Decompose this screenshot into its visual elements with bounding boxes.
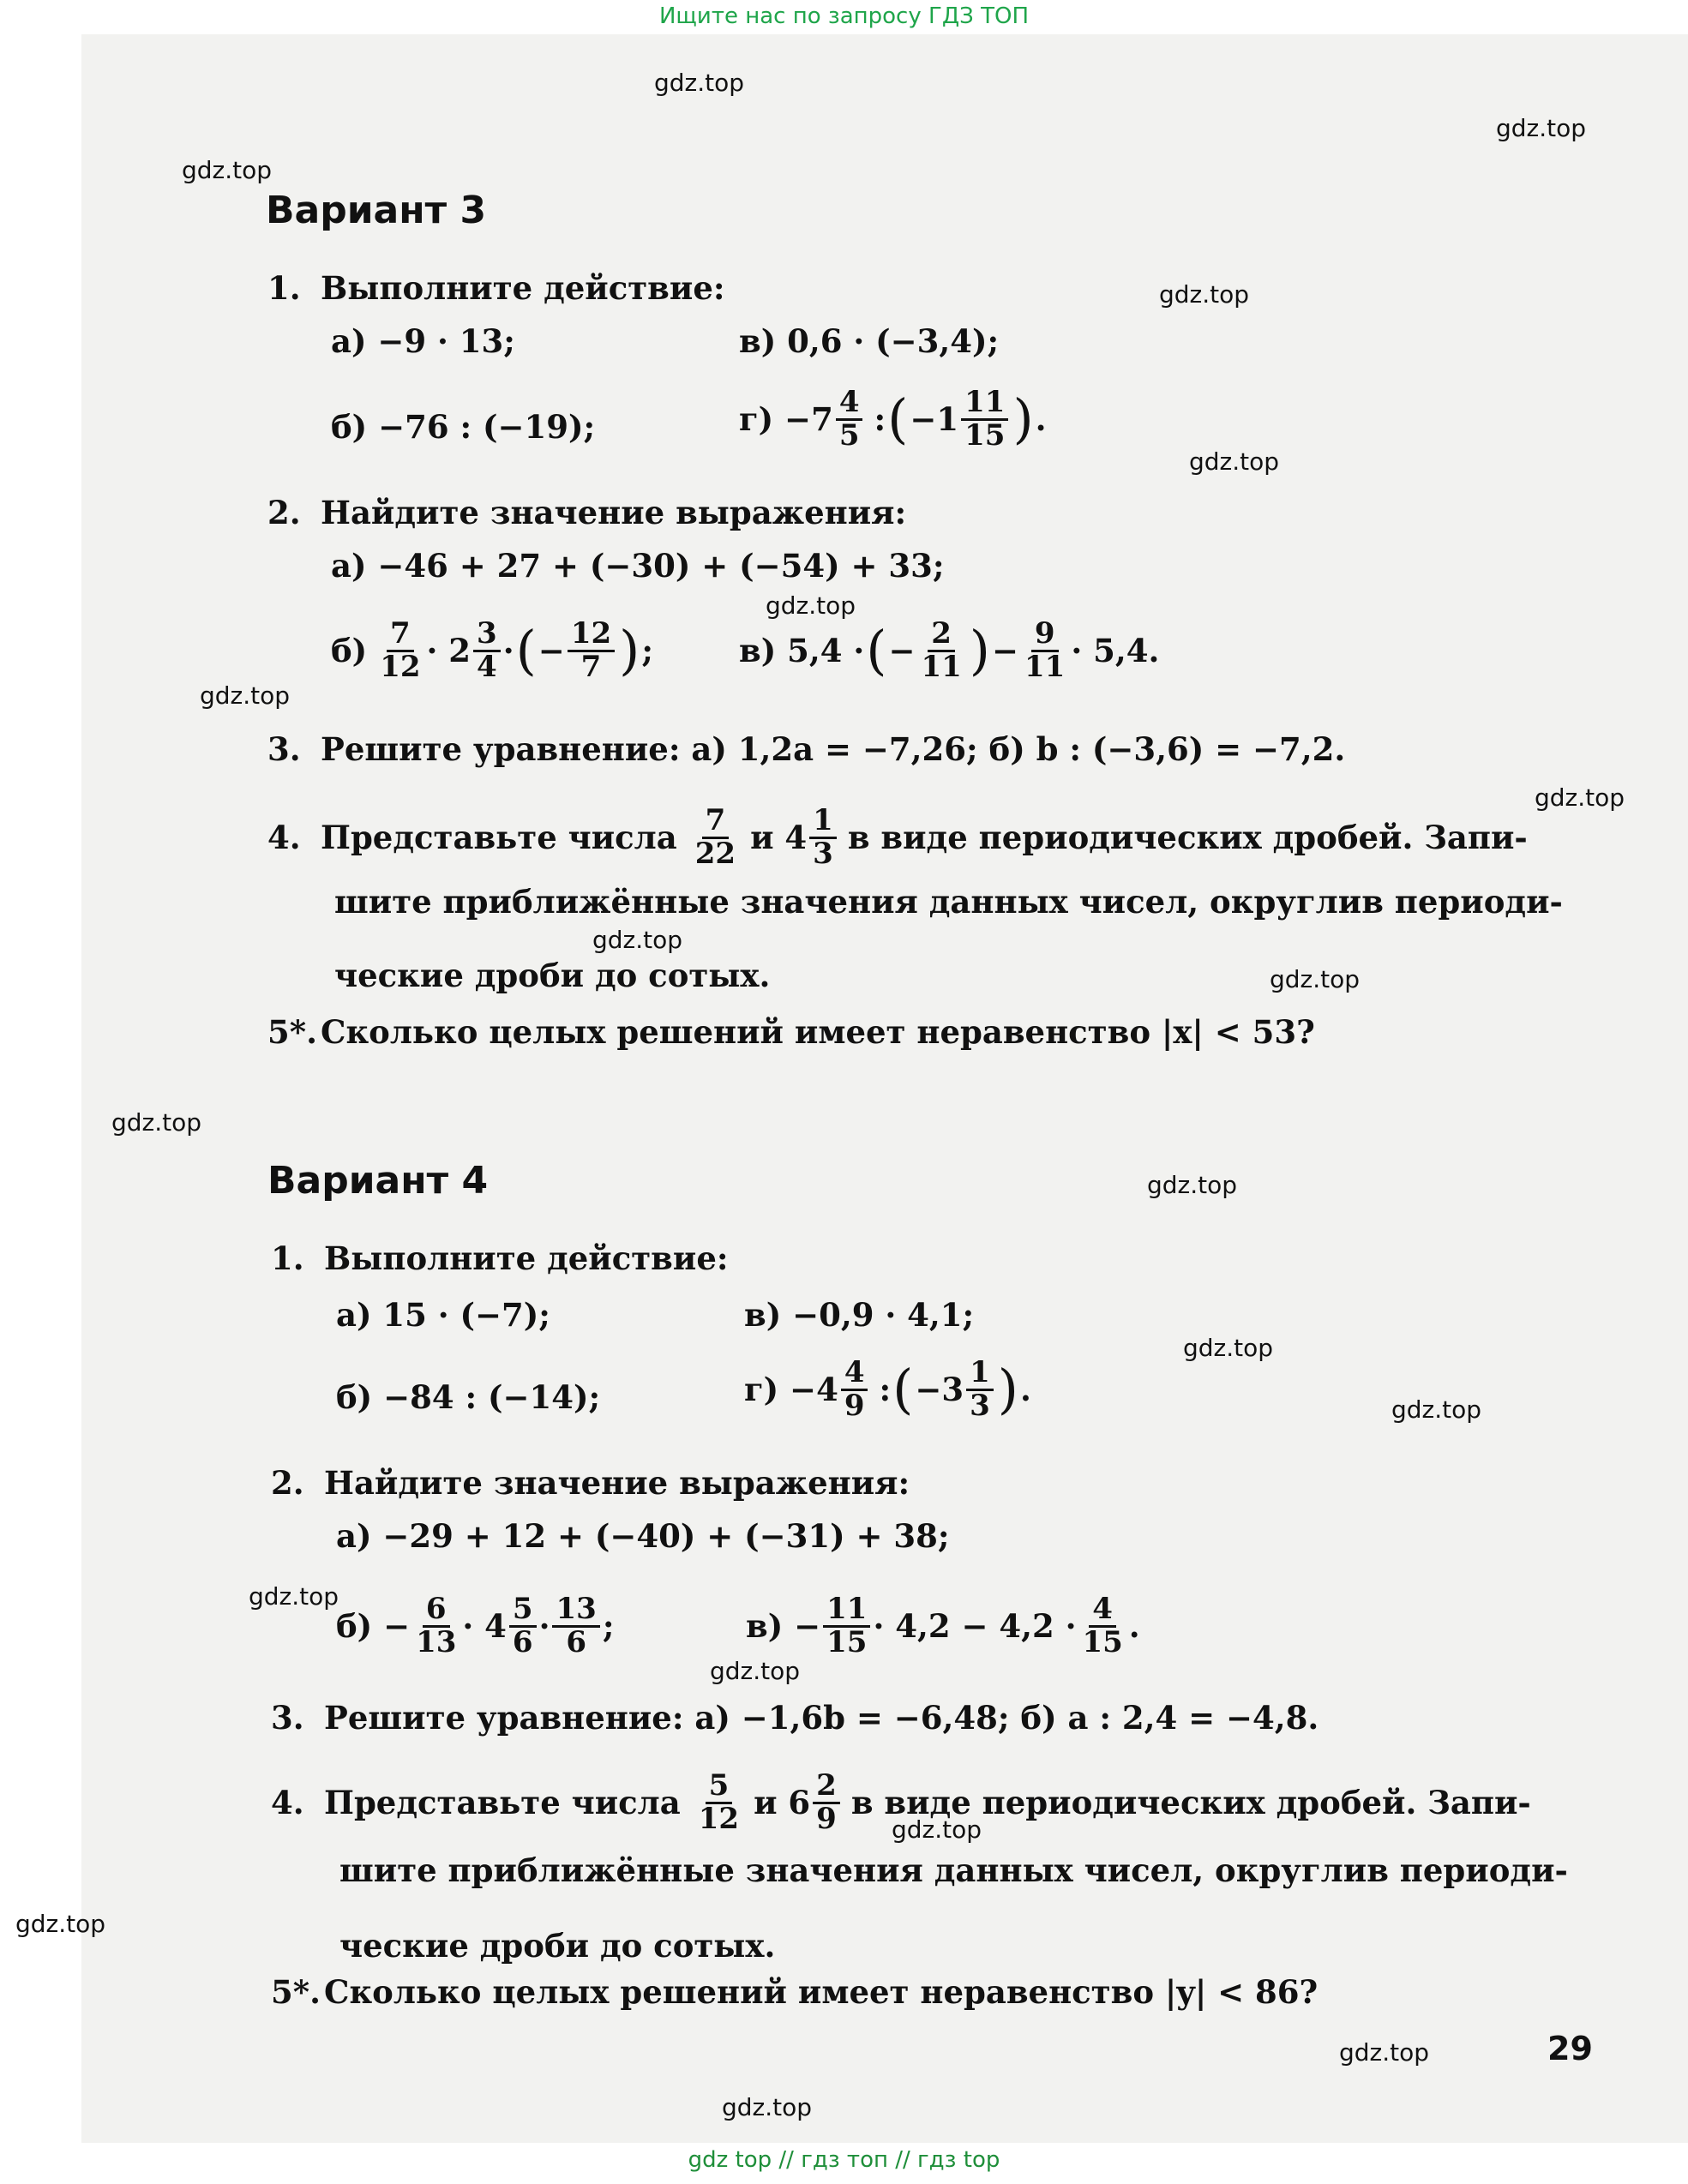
task-text: Представьте числа	[324, 1783, 681, 1821]
fraction: $\frac{5}{12}$	[698, 1768, 740, 1836]
expr-part: −	[888, 631, 916, 669]
expr-part: −1	[910, 399, 959, 438]
task-text: Сколько целых решений имеет неравенство |y| < 86?	[324, 1973, 1319, 2011]
fraction: $\frac{7}{12}$	[380, 616, 421, 684]
fraction: $\frac{9}{11}$	[1024, 616, 1066, 684]
fraction: $\frac{2}{9}$	[813, 1771, 840, 1834]
v3-task-1	[267, 269, 725, 307]
watermark: gdz.top	[1391, 1395, 1482, 1424]
v4-task-1g: г) −4 $\frac{4}{9}$ : ( −3 $\frac{1}{3}$ ) .	[744, 1355, 1031, 1423]
watermark: gdz.top	[654, 69, 745, 97]
v4-task-2a: а) −29 + 12 + (−40) + (−31) + 38;	[336, 1517, 950, 1555]
expr-part: · 5,4.	[1071, 631, 1160, 669]
v4-task-2v	[746, 1594, 1140, 1658]
watermark: gdz.top	[1147, 1171, 1238, 1199]
watermark: gdz.top	[710, 1657, 801, 1685]
task-number: 1.	[271, 1239, 304, 1277]
fraction: $\frac{11}{15}$	[823, 1594, 870, 1658]
v3-task-1v: в) 0,6 · (−3,4);	[739, 322, 1000, 360]
expr-part: −	[538, 631, 565, 669]
v3-task-1g: г) −7 $\frac{4}{5}$ : ( −1 $\frac{11}{15}$ ) .	[739, 385, 1047, 453]
expr-part: · 4,2 − 4,2 ·	[873, 1606, 1077, 1645]
expr-part: :	[874, 399, 886, 438]
fraction: $\frac{1}{3}$	[809, 806, 837, 869]
v3-task-1a: а) −9 · 13;	[331, 322, 515, 360]
expr-part: б) −	[336, 1606, 411, 1645]
watermark: gdz.top	[1270, 965, 1361, 993]
task-text: Найдите значение выражения:	[324, 1464, 910, 1502]
expr-part: ;	[602, 1606, 615, 1645]
watermark: gdz.top	[1496, 114, 1587, 142]
task-number: 5*.	[271, 1973, 321, 2011]
task-number: 1.	[267, 269, 301, 307]
v3-task-4	[267, 803, 1528, 871]
task-number: 3.	[267, 730, 301, 768]
expr-part: −3	[915, 1370, 964, 1408]
v3-task-4-line3: ческие дроби до сотых.	[334, 957, 771, 994]
fraction: $\frac{2}{11}$	[921, 616, 962, 684]
task-number: 3.	[271, 1699, 304, 1737]
bottom-banner: gdz top // гдз топ // гдз top	[688, 2147, 1000, 2173]
watermark: gdz.top	[15, 1910, 106, 1938]
task-text: Решите уравнение: а) 1,2a = −7,26; б) b : (−3,6) = −7,2.	[321, 730, 1346, 768]
watermark: gdz.top	[1183, 1334, 1274, 1362]
fraction: $\frac{4}{5}$	[836, 387, 863, 451]
watermark: gdz.top	[892, 1815, 982, 1844]
task-text: Сколько целых решений имеет неравенство |x| < 53?	[321, 1013, 1315, 1051]
task-number: 4.	[267, 818, 301, 856]
expr-part: ;	[641, 631, 654, 669]
fraction: $\frac{1}{3}$	[966, 1358, 994, 1421]
expr-part: .	[1035, 399, 1047, 438]
v4-task-1v: в) −0,9 · 4,1;	[744, 1296, 975, 1334]
watermark: gdz.top	[1339, 2038, 1430, 2067]
task-text: Выполните действие:	[324, 1239, 729, 1277]
expr-part: г) −4	[744, 1370, 838, 1408]
expr-part: в) 5,4 ·	[739, 631, 865, 669]
watermark: gdz.top	[200, 681, 291, 710]
task-text: и 4	[750, 818, 808, 856]
watermark: gdz.top	[182, 156, 273, 184]
expr-part: .	[1128, 1606, 1140, 1645]
v3-task-2v: в) 5,4 · ( − $\frac{2}{11}$ ) − $\frac{9}{11}$ · 5,4.	[739, 616, 1160, 684]
v3-task-1b: б) −76 : (−19);	[331, 408, 596, 446]
v4-task-4-line3: ческие дроби до сотых.	[339, 1927, 776, 1965]
expr-part: в) −	[746, 1606, 821, 1645]
v4-task-2	[271, 1464, 910, 1502]
v3-task-2	[267, 494, 907, 531]
v3-task-2b: б) $\frac{7}{12}$ · 2 $\frac{3}{4}$ · ( − $\frac{12}{7}$ ) ;	[331, 616, 654, 684]
v3-task-4-line2: шите приближённые значения данных чисел, округлив периоди-	[334, 883, 1563, 921]
expr-part: ·	[502, 631, 514, 669]
v4-task-2b	[336, 1594, 614, 1658]
expr-part: :	[879, 1370, 892, 1408]
watermark: gdz.top	[766, 591, 856, 620]
expr-part: −	[991, 631, 1018, 669]
page-number: 29	[1547, 2030, 1593, 2067]
watermark: gdz.top	[592, 926, 683, 954]
task-number: 2.	[267, 494, 301, 531]
task-text: Найдите значение выражения:	[321, 494, 907, 531]
expr-part: .	[1019, 1370, 1031, 1408]
expr-part: ·	[538, 1606, 550, 1645]
task-number: 4.	[271, 1783, 304, 1821]
v4-task-5	[271, 1973, 1319, 2011]
fraction: $\frac{4}{9}$	[841, 1358, 868, 1421]
expr-part: г) −7	[739, 399, 833, 438]
v4-task-4-line2: шите приближённые значения данных чисел, округлив периоди-	[339, 1851, 1568, 1889]
v3-task-5	[267, 1013, 1315, 1051]
fraction: $\frac{7}{22}$	[694, 803, 736, 871]
v4-task-4	[271, 1768, 1531, 1836]
fraction: $\frac{3}{4}$	[473, 619, 501, 682]
expr-part: · 2	[426, 631, 472, 669]
fraction: $\frac{11}{15}$	[961, 387, 1008, 451]
v4-task-3	[271, 1699, 1319, 1737]
fraction: $\frac{6}{13}$	[416, 1592, 457, 1659]
task-text: и 6	[754, 1783, 811, 1821]
task-number: 5*.	[267, 1013, 317, 1051]
v3-task-3	[267, 730, 1346, 768]
watermark: gdz.top	[1535, 783, 1625, 812]
task-text: в виде периодических дробей. Запи-	[847, 818, 1528, 856]
task-number: 2.	[271, 1464, 304, 1502]
watermark: gdz.top	[1189, 447, 1280, 476]
variant-3-title: Вариант 3	[266, 189, 487, 232]
watermark: gdz.top	[1159, 280, 1250, 309]
expr-part: · 4	[462, 1606, 507, 1645]
expr-part: б)	[331, 631, 368, 669]
v4-task-1a: а) 15 · (−7);	[336, 1296, 550, 1334]
watermark: gdz.top	[722, 2093, 813, 2121]
top-banner: Ищите нас по запросу ГДЗ ТОП	[658, 3, 1030, 29]
fraction: $\frac{4}{15}$	[1082, 1592, 1123, 1659]
fraction: $\frac{5}{6}$	[509, 1594, 537, 1658]
variant-4-title: Вариант 4	[267, 1159, 489, 1203]
task-text: Выполните действие:	[321, 269, 725, 307]
task-text: Представьте числа	[321, 818, 677, 856]
v4-task-1	[271, 1239, 729, 1277]
task-text: Решите уравнение: а) −1,6b = −6,48; б) a : 2,4 = −4,8.	[324, 1699, 1319, 1737]
watermark: gdz.top	[111, 1108, 202, 1137]
v3-task-2a: а) −46 + 27 + (−30) + (−54) + 33;	[331, 547, 945, 585]
v4-task-1b: б) −84 : (−14);	[336, 1378, 601, 1416]
bleed-through	[1325, 189, 1685, 2031]
fraction: $\frac{12}{7}$	[568, 619, 615, 682]
task-text: в виде периодических дробей. Запи-	[850, 1783, 1531, 1821]
watermark: gdz.top	[249, 1582, 339, 1611]
fraction: $\frac{13}{6}$	[552, 1594, 599, 1658]
